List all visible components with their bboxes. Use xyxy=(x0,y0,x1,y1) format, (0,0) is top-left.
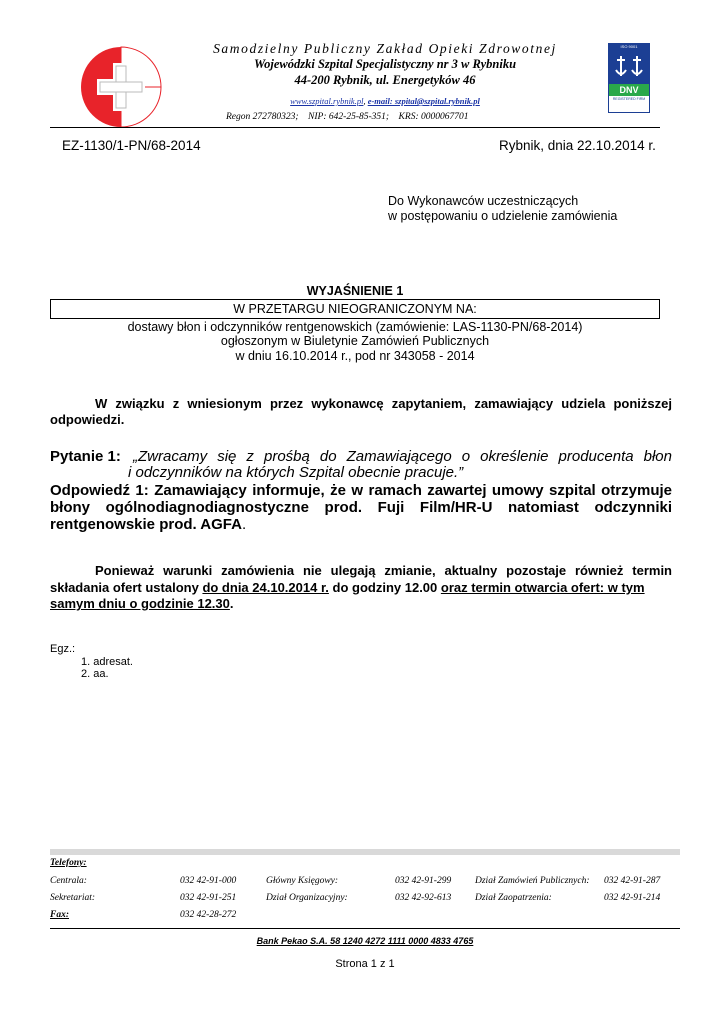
anchor-icon xyxy=(609,50,649,84)
closing-opening-term: oraz termin otwarcia ofert: w tym xyxy=(440,580,645,595)
phone-value: 032 42-92-613 xyxy=(395,893,452,903)
footer-bar xyxy=(50,849,680,855)
question-block xyxy=(50,448,121,465)
closing-line-2 xyxy=(50,580,672,595)
phones-heading: Telefony: xyxy=(50,858,87,868)
dnv-cert-badge xyxy=(608,43,650,113)
answer-period: . xyxy=(241,516,247,533)
cert-bottom-label: REGISTERED FIRM xyxy=(612,97,646,101)
copies-label: Egz.: xyxy=(50,643,76,655)
closing-2c: do godziny 12.00 xyxy=(328,580,441,595)
phone-value: 032 42-91-251 xyxy=(180,893,237,903)
org-name: Samodzielny Publiczny Zakład Opieki Zdrowotnej xyxy=(213,41,557,56)
question-line-1: „Zwracamy się z prośbą do Zamawiającego o określenie producenta błon xyxy=(133,448,672,465)
fax-label: Fax: xyxy=(50,910,69,920)
cert-top-label: ISO 9001 xyxy=(609,44,649,50)
page-number: Strona 1 z 1 xyxy=(335,958,395,970)
registry-info: Regon 272780323; NIP: 642-25-85-351; KRS: 0000067701 xyxy=(226,112,469,122)
footer-divider xyxy=(50,928,680,929)
subject-line-1: dostawy błon i odczynników rentgenowskich (zamówienie: LAS-1130-PN/68-2014) xyxy=(127,320,583,334)
org-subname: Wojewódzki Szpital Specjalistyczny nr 3 w Rybniku xyxy=(253,57,517,71)
contact-links: www.szpital.rybnik.pl, e-mail: szpital@szpital.rybnik.pl xyxy=(290,96,480,106)
intro-line-1: W związku z wniesionym przez wykonawcę zapytaniem, zamawiający udziela poniższej xyxy=(95,396,672,411)
copies-item-2: 2. aa. xyxy=(81,668,109,680)
subject-line-2: ogłoszonym w Biuletynie Zamówień Publicznych xyxy=(220,334,490,348)
document-title: WYJAŚNIENIE 1 xyxy=(306,284,404,298)
question-label: Pytanie 1: xyxy=(50,448,121,465)
phone-value: 032 42-91-299 xyxy=(395,876,452,886)
cert-brand: DNV xyxy=(609,84,649,96)
recipient-line-2: w postępowaniu o udzielenie zamówienia xyxy=(388,209,618,223)
closing-line-1: Ponieważ warunki zamówienia nie ulegają zmianie, aktualny pozostaje również termin xyxy=(95,563,672,578)
phone-label: Dział Organizacyjny: xyxy=(266,893,348,903)
phone-label: Centrala: xyxy=(50,876,87,886)
answer-line-2: błony ogólnodiagnodiagnostyczne prod. Fuji Film/HR-U natomiast odczynniki xyxy=(50,499,672,516)
reference-number: EZ-1130/1-PN/68-2014 xyxy=(62,138,201,153)
intro-line-2: odpowiedzi. xyxy=(50,412,125,427)
closing-period: . xyxy=(229,596,234,611)
answer-line-3-text: rentgenowskie prod. AGFA xyxy=(50,516,242,533)
closing-line-3 xyxy=(50,596,234,611)
closing-2a: składania ofert ustalony xyxy=(50,580,203,595)
subject-line-3: w dniu 16.10.2014 r., pod nr 343058 - 2014 xyxy=(235,349,475,363)
website-link[interactable]: www.szpital.rybnik.pl xyxy=(290,96,364,106)
answer-line-3 xyxy=(50,516,246,533)
phone-value: 032 42-91-214 xyxy=(604,893,661,903)
recipient-line-1: Do Wykonawców uczestniczących xyxy=(388,194,579,208)
fax-value: 032 42-28-272 xyxy=(180,910,237,920)
hospital-logo xyxy=(79,45,163,129)
phone-value: 032 42-91-287 xyxy=(604,876,661,886)
phone-label: Dział Zaopatrzenia: xyxy=(475,893,552,903)
org-address: 44-200 Rybnik, ul. Energetyków 46 xyxy=(294,73,476,87)
tender-box: W PRZETARGU NIEOGRANICZONYM NA: xyxy=(50,299,660,319)
answer-line-1: Odpowiedź 1: Zamawiający informuje, że w ramach zawartej umowy szpital otrzymuje xyxy=(50,482,672,499)
closing-deadline: do dnia 24.10.2014 r. xyxy=(202,580,329,595)
phone-value: 032 42-91-000 xyxy=(180,876,237,886)
header-divider xyxy=(50,127,660,128)
closing-opening-time: samym dniu o godzinie 12.30 xyxy=(50,596,230,611)
phone-label: Sekretariat: xyxy=(50,893,96,903)
phone-label: Dział Zamówień Publicznych: xyxy=(475,876,590,886)
bank-account: Bank Pekao S.A. 58 1240 4272 1111 0000 4833 4765 xyxy=(256,936,474,946)
phone-label: Główny Księgowy: xyxy=(266,876,339,886)
copies-item-1: 1. adresat. xyxy=(81,656,133,668)
question-line-2: i odczynników na których Szpital obecnie pracuje.” xyxy=(128,464,464,481)
email-link[interactable]: e-mail: szpital@szpital.rybnik.pl xyxy=(367,96,480,106)
place-date: Rybnik, dnia 22.10.2014 r. xyxy=(499,138,656,153)
